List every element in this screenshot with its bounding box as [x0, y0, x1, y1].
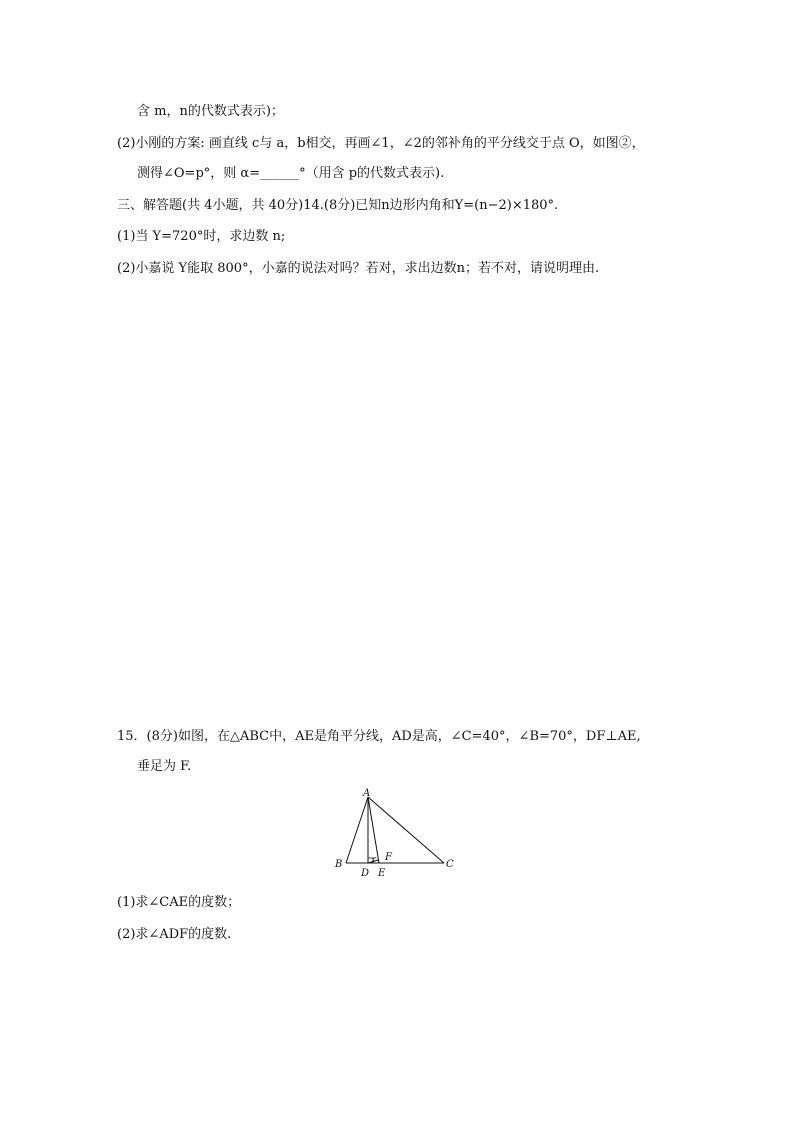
bisector-ae: [368, 797, 379, 863]
label-e: E: [378, 868, 386, 879]
q13-part1-continuation: 含 m，n的代数式表示)；: [137, 104, 284, 119]
label-c: C: [446, 859, 454, 870]
label-d: D: [361, 868, 370, 879]
triangle-figure: [328, 787, 460, 879]
section3-heading-q14: 三、解答题(共 4小题，共 40分)14.(8分)已知n边形内角和Y=(n−2)×180°.: [117, 198, 559, 213]
q15-stem-continuation: 垂足为 F.: [137, 759, 192, 774]
q13-part2-answer-line: 测得∠O=p°，则 α=______°（用含 p的代数式表示).: [137, 166, 445, 181]
side-ab: [346, 797, 368, 863]
q15-stem: 15．(8分)如图，在△ABC中，AE是角平分线，AD是高，∠C=40°，∠B=70°，DF⊥AE,: [117, 729, 641, 744]
q14-part2: (2)小嘉说 Y能取 800°，小嘉的说法对吗？若对，求出边数n；若不对，请说明理由.: [117, 261, 600, 276]
triangle-diagram: [328, 787, 460, 879]
q13-part2-text: (2)小刚的方案: 画直线 c与 a，b相交，再画∠1，∠2的邻补角的平分线交于点 O，如图②，: [117, 136, 645, 151]
label-b: B: [335, 859, 343, 870]
q15-part1: (1)求∠CAE的度数；: [117, 895, 241, 910]
q14-part1: (1)当 Y=720°时，求边数 n;: [117, 229, 286, 244]
label-a: A: [363, 788, 371, 799]
label-f: F: [385, 852, 392, 863]
side-ac: [368, 797, 444, 863]
q15-part2: (2)求∠ADF的度数.: [117, 927, 232, 942]
